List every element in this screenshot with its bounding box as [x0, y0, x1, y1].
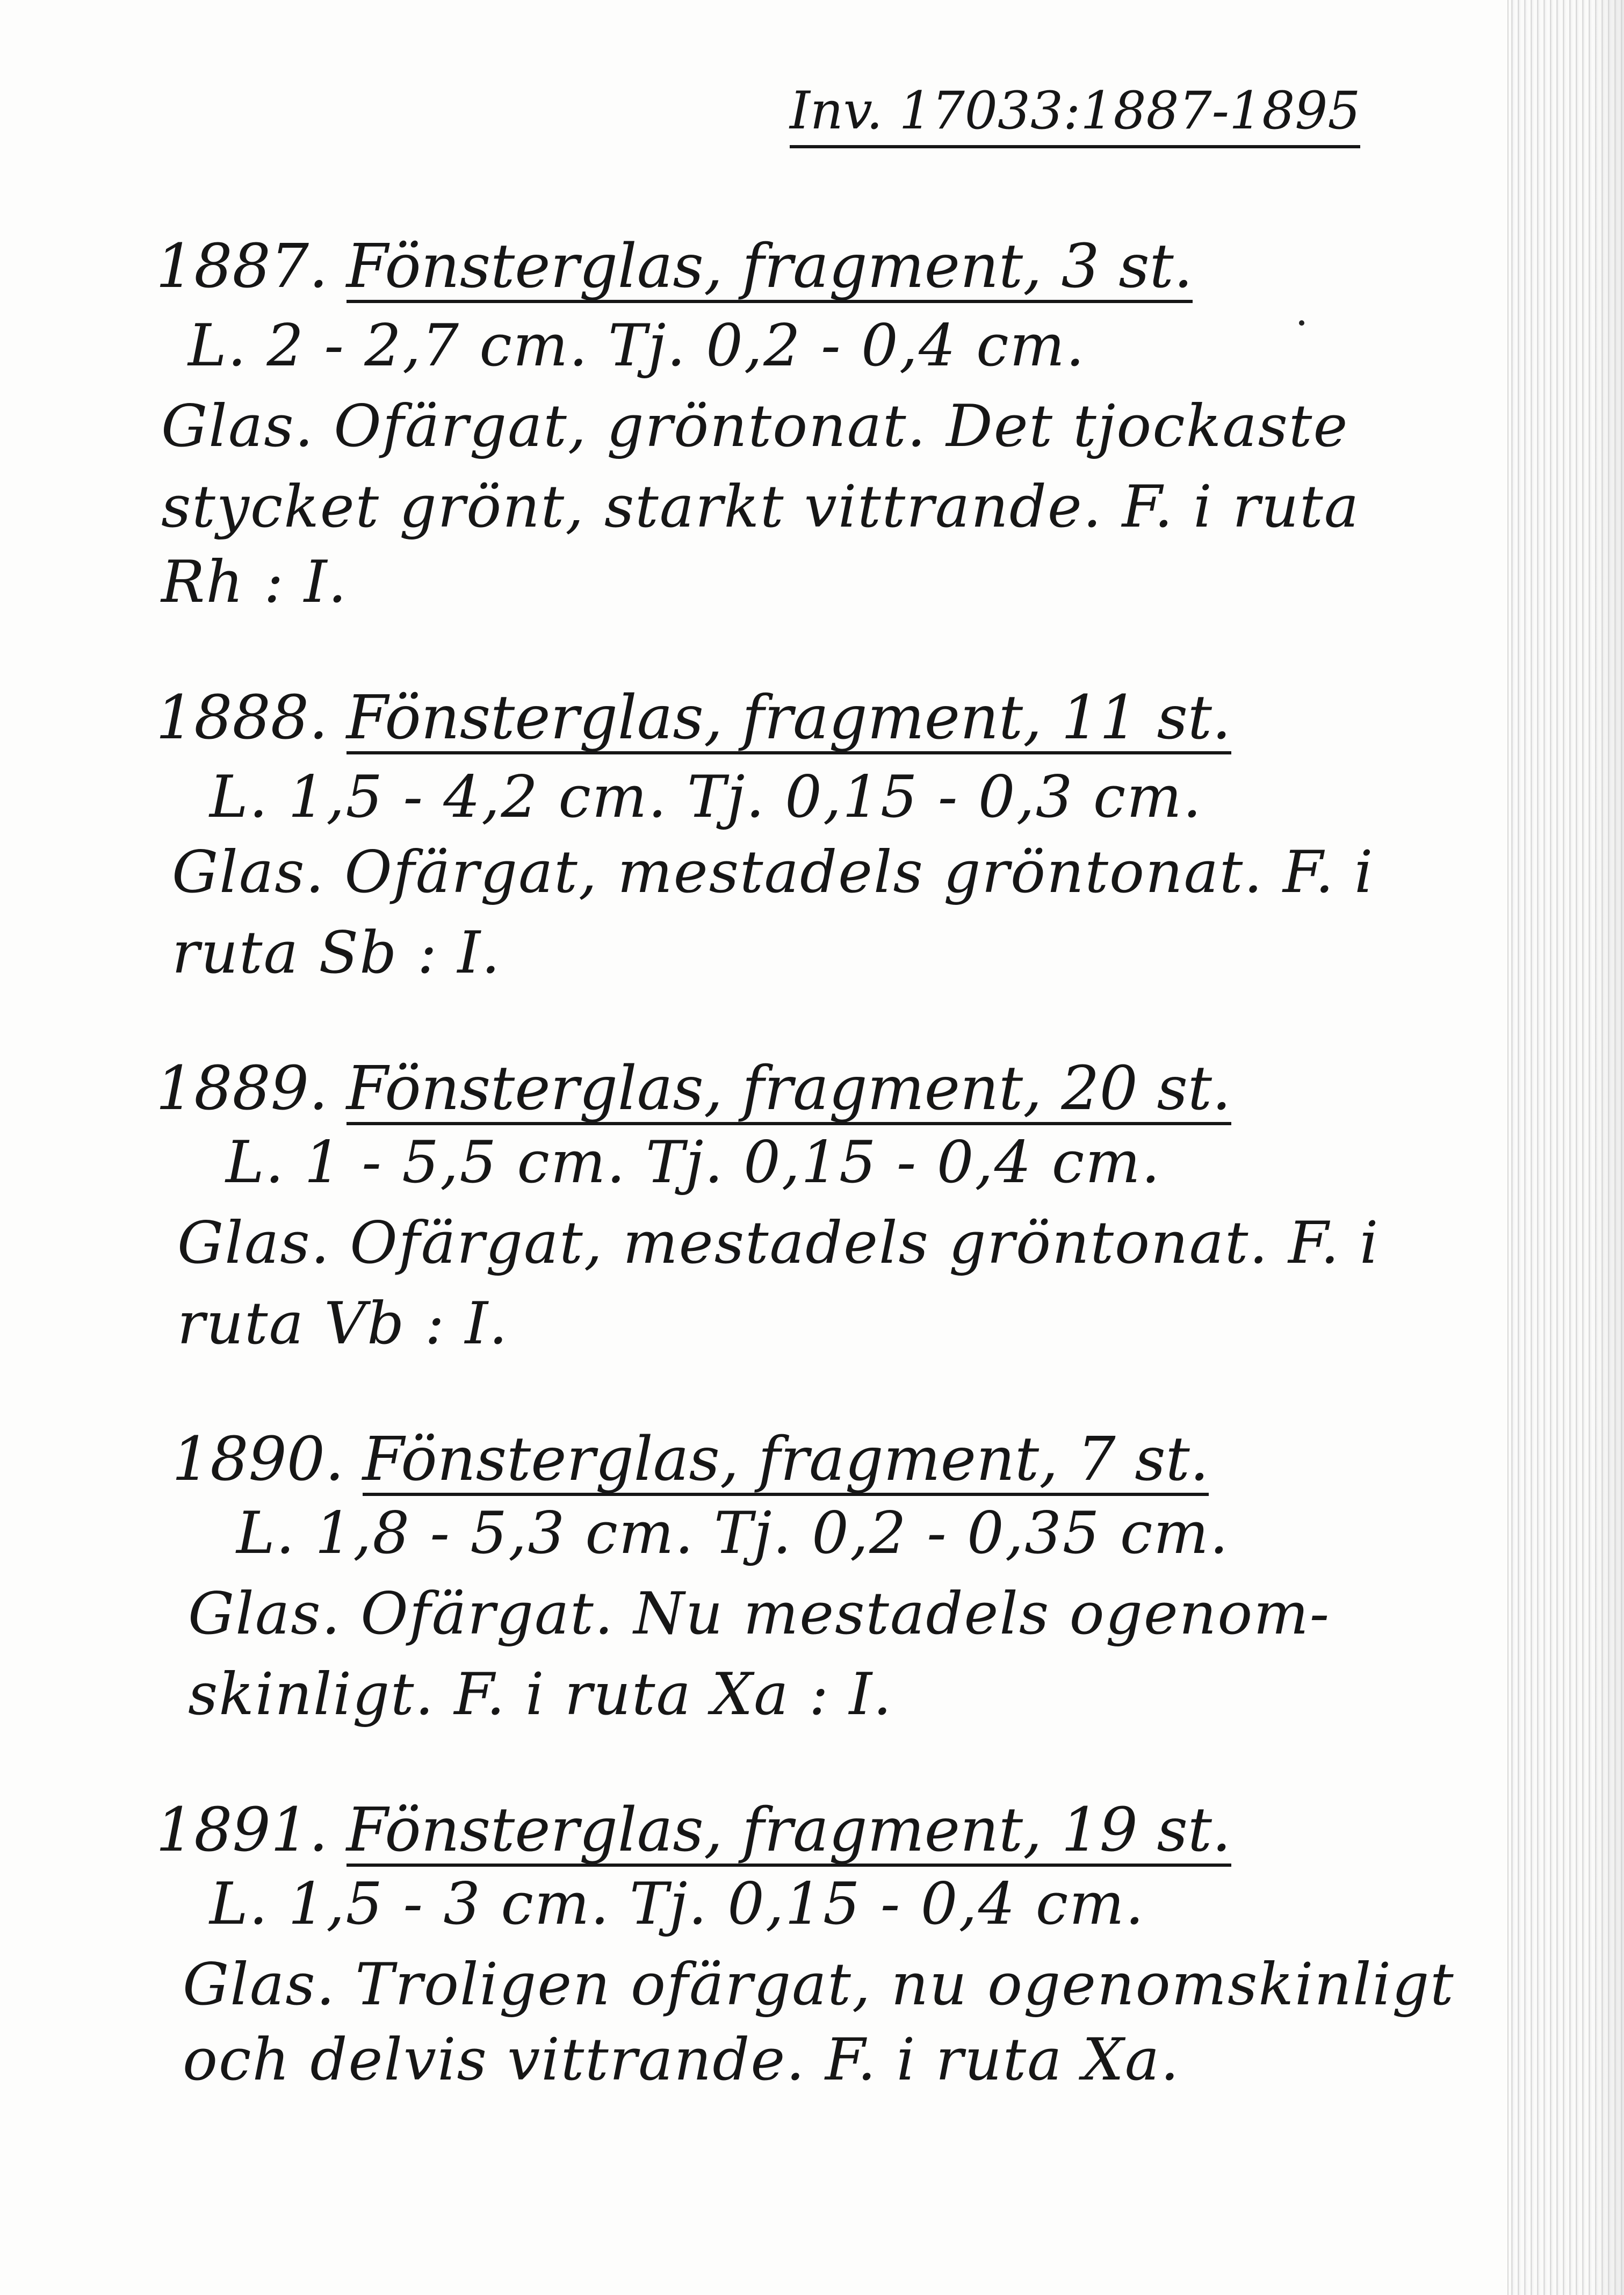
entry-line: stycket grönt, starkt vittrande. F. i ruta: [161, 473, 1360, 541]
entry-number: 1887.: [156, 232, 328, 301]
entry-line: Rh : I.: [161, 549, 348, 616]
entry-line: L. 2 - 2,7 cm. Tj. 0,2 - 0,4 cm.: [188, 312, 1086, 379]
entry-number: 1888.: [156, 683, 328, 753]
entry-title: Fönsterglas, fragment, 11 st.: [347, 688, 1231, 754]
entry-number: 1889.: [156, 1054, 328, 1124]
entry-heading: [156, 1054, 1231, 1125]
entry-line: L. 1,5 - 4,2 cm. Tj. 0,15 - 0,3 cm.: [210, 764, 1203, 831]
page-edges-shade: [1592, 0, 1624, 2295]
entry-heading: [172, 1425, 1209, 1496]
entry-line: Glas. Ofärgat. Nu mestadels ogenom-: [188, 1580, 1331, 1647]
entry-heading: [156, 683, 1231, 754]
entry-title: Fönsterglas, fragment, 19 st.: [347, 1800, 1231, 1867]
entry-title: Fönsterglas, fragment, 7 st.: [363, 1429, 1209, 1496]
entry-line: ruta Vb : I.: [177, 1290, 509, 1357]
entry-line: och delvis vittrande. F. i ruta Xa.: [183, 2026, 1180, 2093]
entry-line: Glas. Troligen ofärgat, nu ogenomskinligt: [183, 1951, 1455, 2018]
entry-line: L. 1,8 - 5,3 cm. Tj. 0,2 - 0,35 cm.: [236, 1500, 1230, 1567]
entry-title: Fönsterglas, fragment, 20 st.: [347, 1059, 1231, 1125]
entry-number: 1890.: [172, 1425, 344, 1494]
entry-line: Glas. Ofärgat, mestadels gröntonat. F. i: [177, 1210, 1380, 1277]
entry-title: Fönsterglas, fragment, 3 st.: [347, 236, 1193, 303]
inventory-number: Inv. 17033:1887-1895: [790, 81, 1360, 148]
entry-number: 1891.: [156, 1795, 328, 1865]
entry-line: skinligt. F. i ruta Xa : I.: [188, 1661, 893, 1728]
entry-line: ruta Sb : I.: [172, 919, 501, 987]
entry-line: Glas. Ofärgat, mestadels gröntonat. F. i: [172, 839, 1374, 906]
ink-speck: [1299, 320, 1304, 326]
entry-line: L. 1 - 5,5 cm. Tj. 0,15 - 0,4 cm.: [226, 1129, 1161, 1196]
entry-heading: [156, 232, 1193, 303]
entry-heading: [156, 1795, 1231, 1867]
entry-line: Glas. Ofärgat, gröntonat. Det tjockaste: [161, 393, 1349, 460]
entry-line: L. 1,5 - 3 cm. Tj. 0,15 - 0,4 cm.: [210, 1870, 1145, 1938]
